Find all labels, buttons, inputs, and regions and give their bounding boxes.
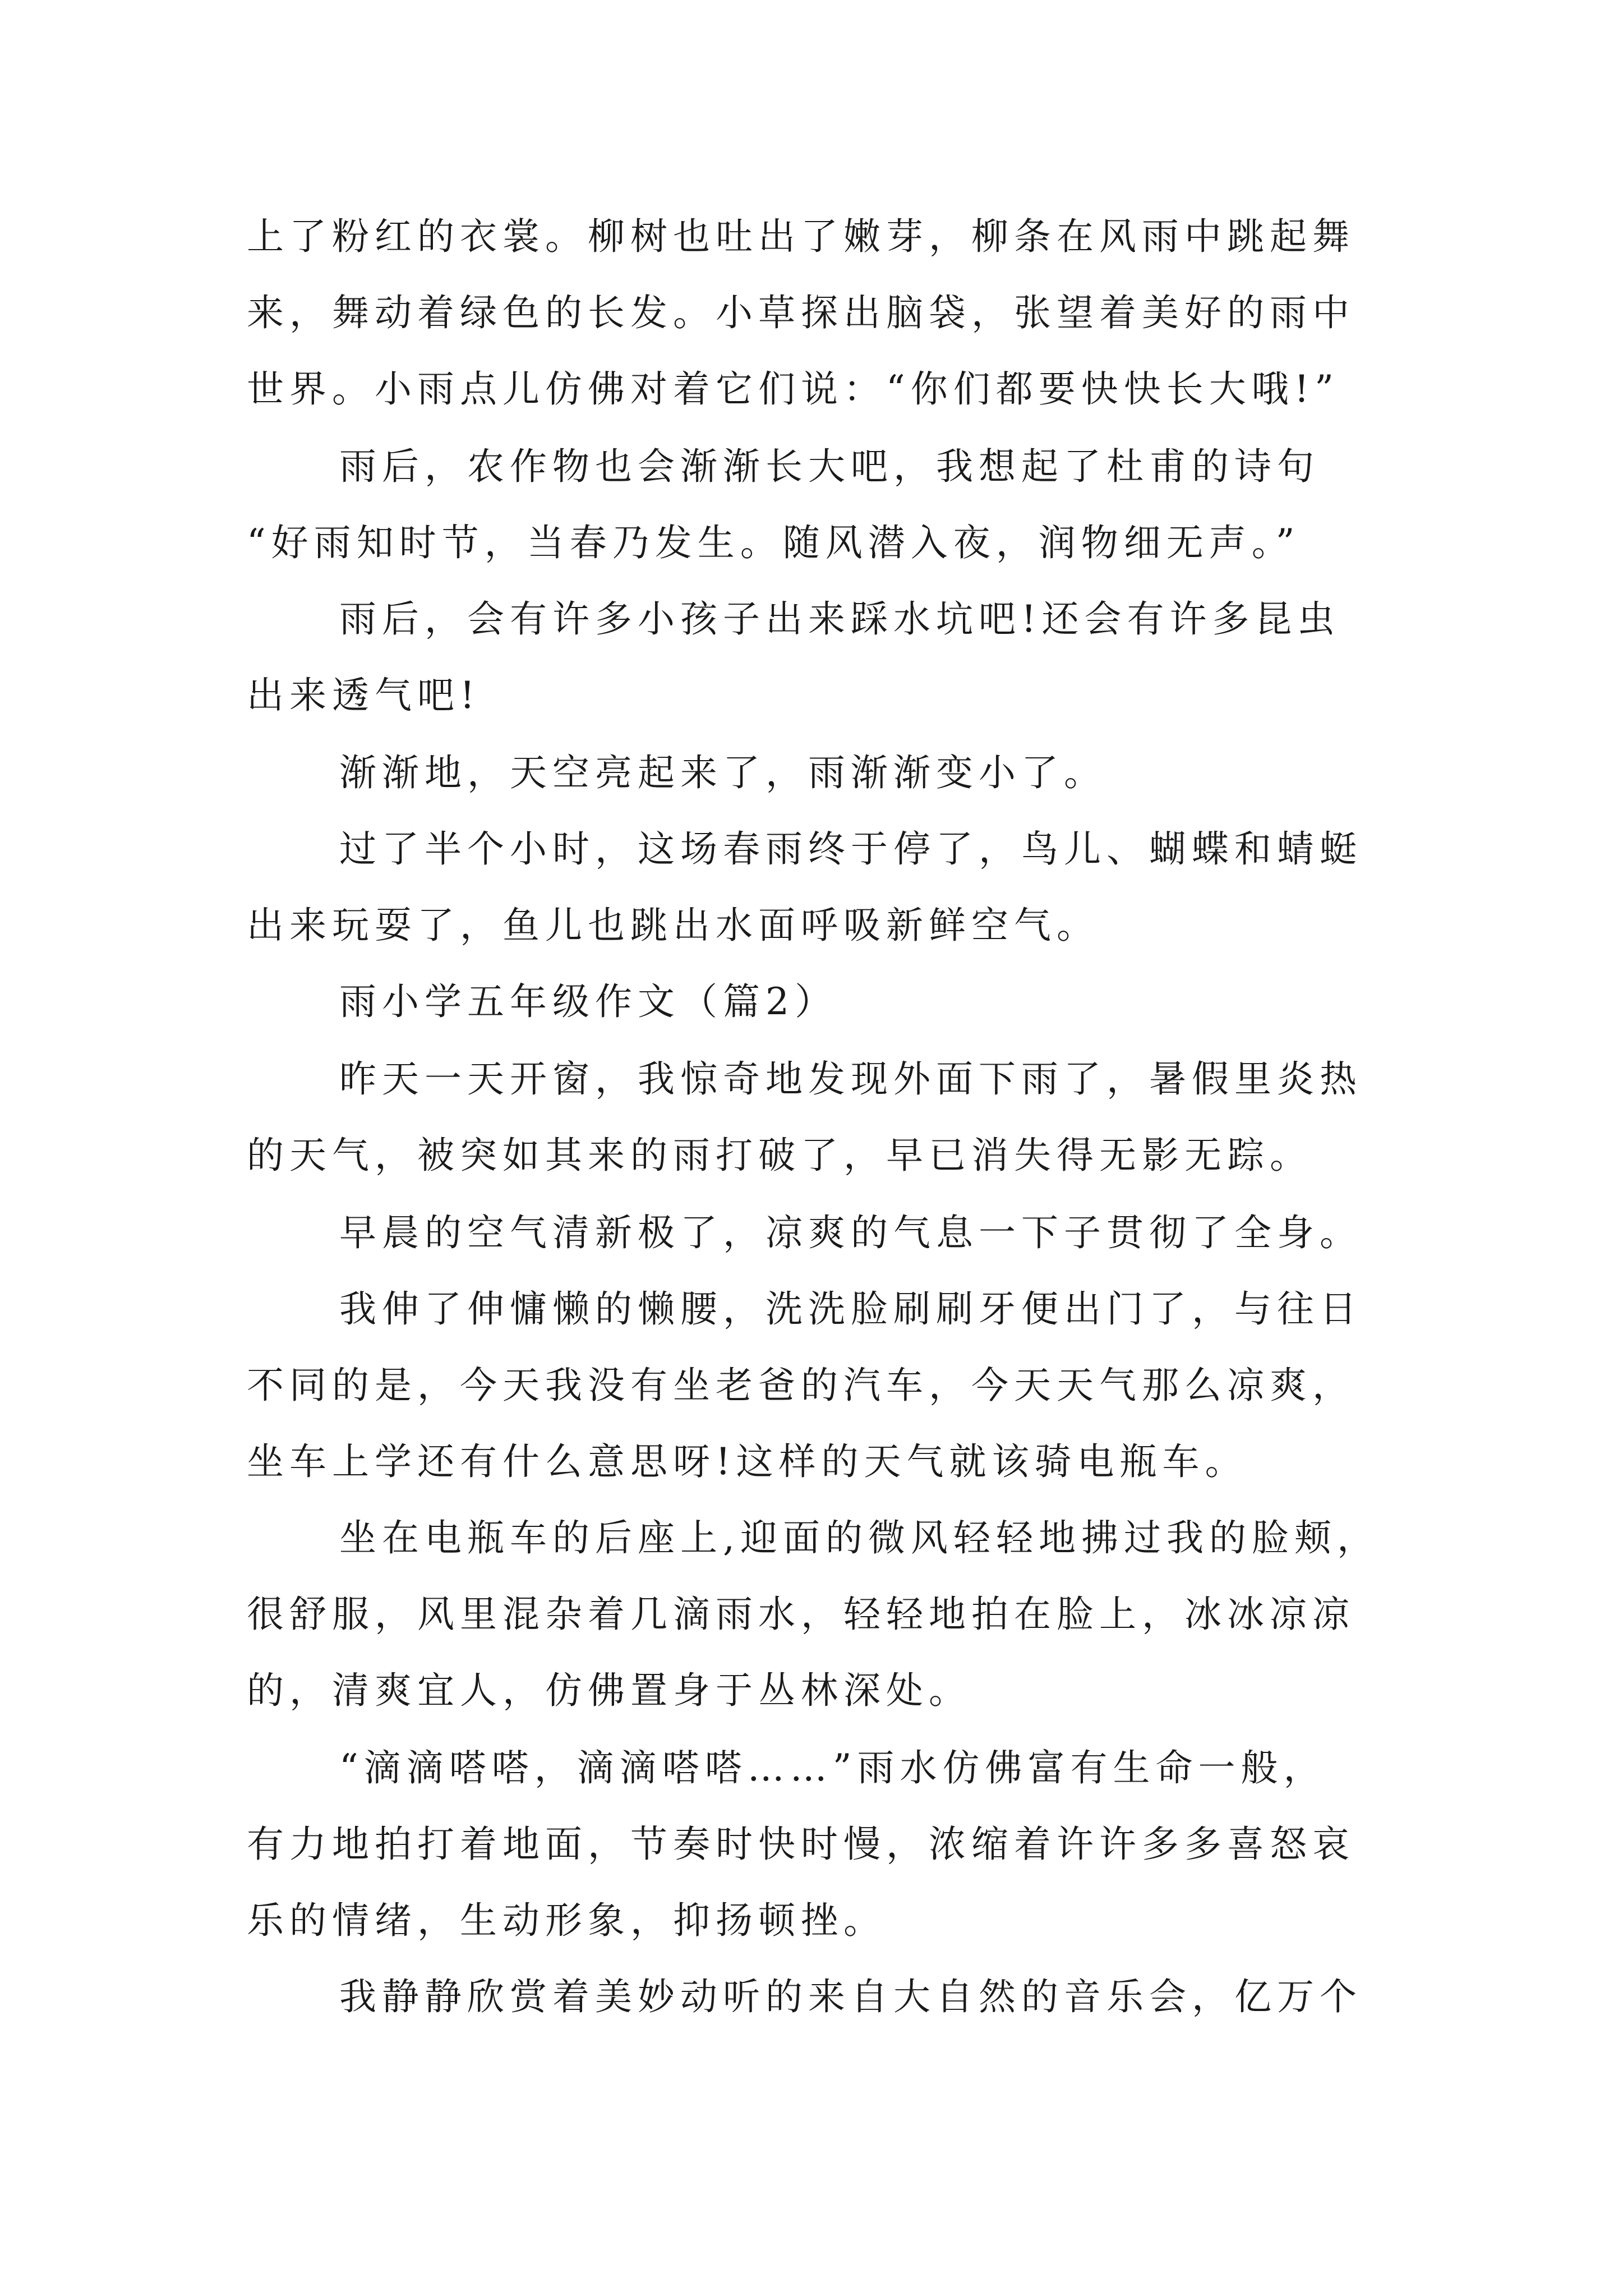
- paragraph-first-line: 昨天一天开窗，我惊奇地发现外面下雨了，暑假里炎热: [339, 1057, 1362, 1101]
- text-line: 很舒服，风里混杂着几滴雨水，轻轻地拍在脸上，冰冰凉凉: [247, 1593, 1355, 1636]
- paragraph-first-line: 渐渐地，天空亮起来了，雨渐渐变小了。: [339, 751, 1106, 794]
- paragraph-first-line: 我伸了伸慵懒的懒腰，洗洗脸刷刷牙便出门了，与往日: [339, 1287, 1362, 1331]
- paragraph-first-line: 坐在电瓶车的后座上,迎面的微风轻轻地拂过我的脸颊，: [339, 1516, 1380, 1559]
- text-line: 的天气，被突如其来的雨打破了，早已消失得无影无踪。: [247, 1134, 1312, 1177]
- paragraph-first-line: “滴滴嗒嗒，滴滴嗒嗒……”雨水仿佛富有生命一般，: [339, 1746, 1326, 1789]
- text-line: 上了粉红的衣裳。柳树也吐出了嫩芽，柳条在风雨中跳起舞: [247, 215, 1355, 258]
- text-line: 坐车上学还有什么意思呀!这样的天气就该骑电瓶车。: [247, 1440, 1248, 1483]
- text-line: 来，舞动着绿色的长发。小草探出脑袋，张望着美好的雨中: [247, 291, 1355, 334]
- paragraph-first-line: 早晨的空气清新极了，凉爽的气息一下子贯彻了全身。: [339, 1211, 1362, 1254]
- text-line: 出来透气吧!: [247, 674, 481, 717]
- text-line: 不同的是，今天我没有坐老爸的汽车，今天天气那么凉爽，: [247, 1364, 1355, 1407]
- text-line: 出来玩耍了，鱼儿也跳出水面呼吸新鲜空气。: [247, 904, 1099, 947]
- paragraph-first-line: 过了半个小时，这场春雨终于停了，鸟儿、蝴蝶和蜻蜓: [339, 827, 1362, 871]
- text-line: 乐的情绪，生动形象，抑扬顿挫。: [247, 1899, 886, 1942]
- section-heading: 雨小学五年级作文（篇2）: [339, 980, 837, 1023]
- paragraph-first-line: 雨后，农作物也会渐渐长大吧，我想起了杜甫的诗句: [339, 445, 1320, 488]
- paragraph-first-line: 雨后，会有许多小孩子出来踩水坑吧!还会有许多昆虫: [339, 597, 1340, 641]
- text-line: “好雨知时节，当春乃发生。随风潜入夜，润物细无声。”: [247, 521, 1301, 564]
- text-line: 的，清爽宜人，仿佛置身于丛林深处。: [247, 1669, 971, 1712]
- paragraph-first-line: 我静静欣赏着美妙动听的来自大自然的音乐会，亿万个: [339, 1975, 1362, 2018]
- text-line: 世界。小雨点儿仿佛对着它们说：“你们都要快快长大哦!”: [247, 367, 1340, 411]
- text-line: 有力地拍打着地面，节奏时快时慢，浓缩着许许多多喜怒哀: [247, 1823, 1355, 1866]
